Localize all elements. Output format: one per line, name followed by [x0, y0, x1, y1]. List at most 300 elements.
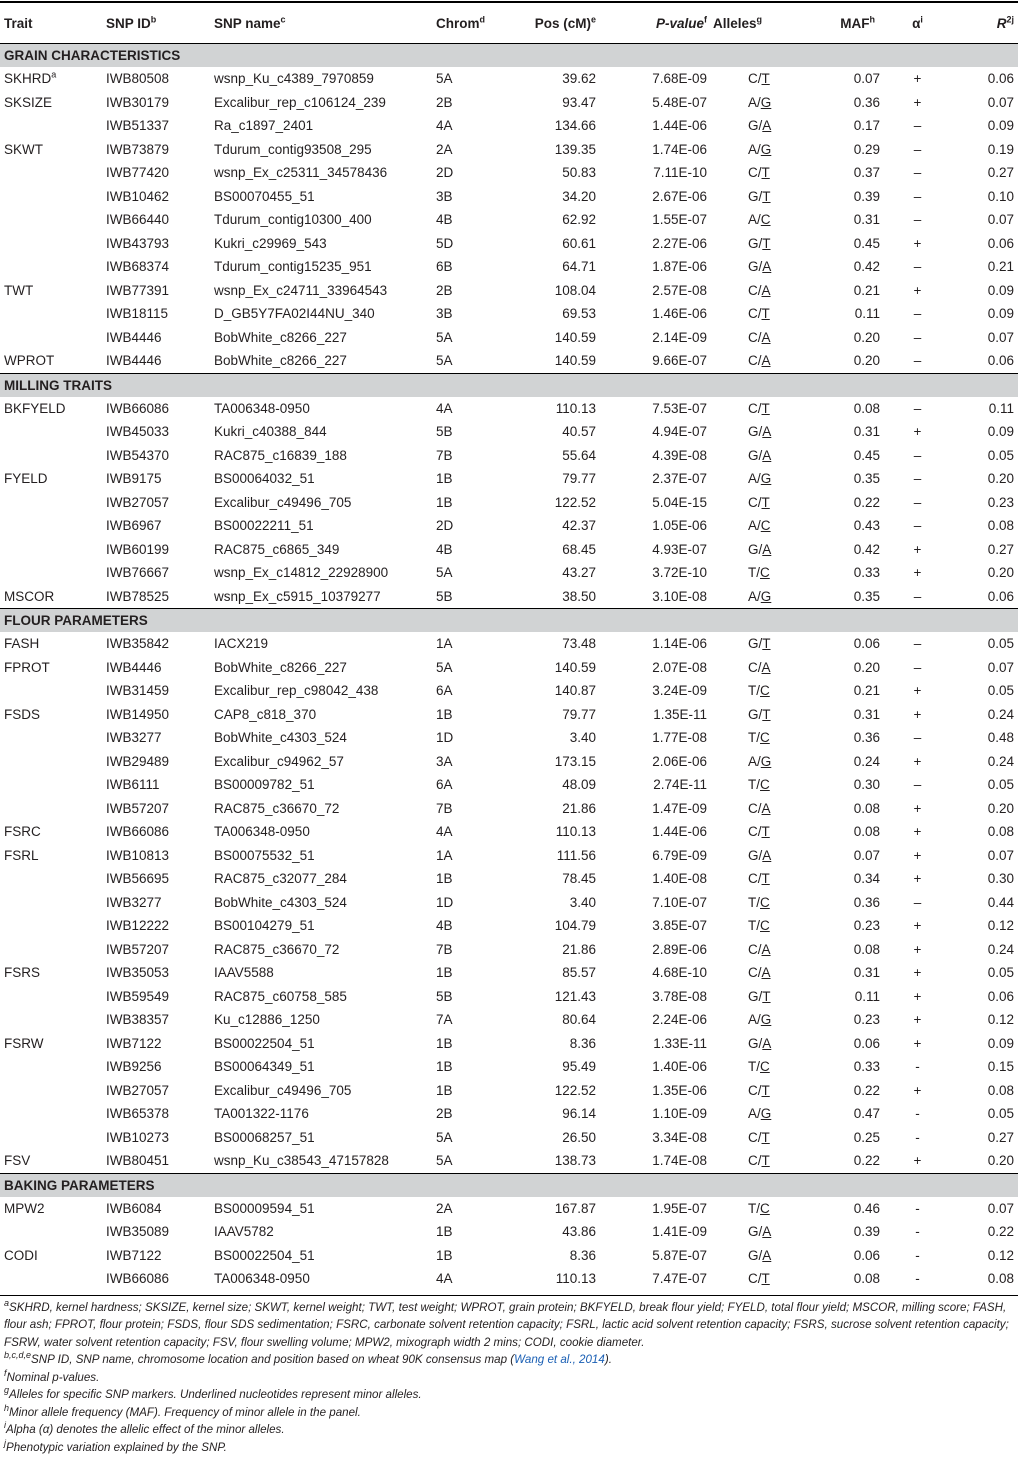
cell-maf: 0.07 — [853, 71, 880, 87]
cell-pos: 68.45 — [562, 541, 596, 557]
cell-maf: 0.20 — [853, 329, 880, 345]
cell-chrom: 1B — [436, 471, 453, 487]
table-row — [0, 138, 1018, 162]
cell-r2: 0.21 — [987, 259, 1014, 275]
cell-maf: 0.43 — [853, 518, 880, 534]
major-allele: C — [748, 941, 758, 957]
table-row — [0, 1055, 1018, 1079]
cell-name: wsnp_Ex_c24711_33964543 — [214, 282, 388, 298]
cell-chrom: 3B — [436, 306, 453, 322]
cell-maf: 0.08 — [853, 400, 880, 416]
table-row — [0, 797, 1018, 821]
cell-id: IWB54370 — [106, 447, 170, 463]
cell-alpha: + — [913, 94, 922, 110]
cell-chrom: 7B — [436, 447, 453, 463]
cell-maf: 0.25 — [853, 1129, 880, 1145]
cell-pos: 21.86 — [562, 800, 596, 816]
cell-maf: 0.11 — [854, 306, 880, 322]
major-allele: T — [748, 1200, 757, 1216]
cell-pos: 140.59 — [554, 329, 596, 345]
cell-p: 3.78E-08 — [652, 988, 707, 1004]
table-row — [0, 514, 1018, 538]
cell-maf: 0.31 — [853, 424, 880, 440]
cell-name: CAP8_c818_370 — [214, 706, 317, 722]
major-allele: C — [748, 71, 758, 87]
cell-alpha: + — [913, 1082, 922, 1098]
cell-r2: 0.44 — [987, 894, 1014, 910]
cell-r2: 0.27 — [987, 541, 1014, 557]
major-allele: C — [748, 306, 758, 322]
cell-alleles: T/C — [748, 1200, 770, 1216]
cell-alleles: C/T — [748, 400, 770, 416]
cell-name: RAC875_c36670_72 — [214, 800, 340, 816]
cell-p: 1.46E-06 — [652, 306, 707, 322]
cell-chrom: 6A — [436, 683, 453, 699]
cell-maf: 0.22 — [853, 1082, 880, 1098]
major-allele: T — [748, 918, 757, 934]
cell-id: IWB80508 — [106, 71, 170, 87]
cell-alpha: – — [913, 730, 922, 746]
minor-allele: C — [760, 777, 770, 793]
minor-allele: C — [760, 212, 771, 228]
cell-p: 2.74E-11 — [653, 777, 707, 793]
cell-chrom: 5A — [436, 1153, 453, 1169]
cell-pos: 64.71 — [562, 259, 596, 275]
cell-pos: 111.56 — [556, 847, 596, 863]
cell-maf: 0.33 — [853, 565, 880, 581]
cell-r2: 0.07 — [987, 212, 1014, 228]
table-row — [0, 1149, 1018, 1173]
cell-alleles: G/T — [748, 988, 771, 1004]
cell-p: 1.05E-06 — [652, 518, 707, 534]
cell-id: IWB66086 — [106, 824, 170, 840]
major-allele: C — [748, 353, 758, 369]
cell-r2: 0.12 — [987, 918, 1014, 934]
cell-chrom: 1B — [436, 1224, 453, 1240]
cell-name: BobWhite_c8266_227 — [214, 659, 347, 675]
cell-name: IACX219 — [214, 636, 269, 652]
cell-id: IWB6084 — [106, 1200, 162, 1216]
cell-chrom: 5A — [436, 1129, 453, 1145]
cell-alpha: - — [915, 1129, 920, 1145]
cell-p: 2.06E-06 — [652, 753, 707, 769]
minor-allele: T — [762, 235, 771, 251]
cell-maf: 0.35 — [853, 471, 880, 487]
cell-r2: 0.48 — [987, 730, 1014, 746]
major-allele: G — [748, 188, 759, 204]
cell-id: IWB57207 — [106, 941, 170, 957]
cell-alpha: – — [913, 447, 922, 463]
cell-r2: 0.05 — [987, 683, 1014, 699]
table-row — [0, 420, 1018, 444]
cell-trait: SKHRD$^a$ — [4, 71, 57, 87]
cell-alpha: + — [913, 1012, 922, 1028]
section-heading: FLOUR PARAMETERS — [0, 608, 1018, 632]
cell-p: 1.10E-09 — [652, 1106, 707, 1122]
cell-trait: SKSIZE — [4, 94, 53, 110]
cell-maf: 0.22 — [853, 494, 880, 510]
cell-name: Kukri_c40388_844 — [214, 424, 327, 440]
minor-allele: C — [760, 1200, 770, 1216]
cell-id: IWB10273 — [106, 1129, 170, 1145]
table-row — [0, 773, 1018, 797]
cell-alpha: + — [913, 424, 922, 440]
cell-pos: 93.47 — [562, 94, 596, 110]
cell-trait: FYELD — [4, 471, 48, 487]
major-allele: G — [748, 988, 759, 1004]
minor-allele: G — [760, 141, 772, 157]
cell-alpha: + — [913, 235, 922, 251]
cell-maf: 0.20 — [853, 659, 880, 675]
cell-maf: 0.22 — [853, 1153, 880, 1169]
cell-alpha: - — [915, 1059, 920, 1075]
cell-alpha: + — [913, 824, 922, 840]
cell-alleles: A/C — [748, 518, 771, 534]
cell-maf: 0.08 — [853, 824, 880, 840]
major-allele: G — [748, 706, 759, 722]
cell-p: 1.44E-06 — [652, 824, 707, 840]
minor-allele: A — [762, 447, 772, 463]
cell-chrom: 7A — [436, 1012, 453, 1028]
cell-id: IWB7122 — [106, 1035, 162, 1051]
cell-chrom: 4A — [436, 118, 453, 134]
cell-name: TA006348-0950 — [214, 400, 310, 416]
table-row — [0, 255, 1018, 279]
cell-alpha: - — [915, 1200, 920, 1216]
cell-r2: 0.06 — [987, 353, 1014, 369]
table-row — [0, 1244, 1018, 1268]
cell-p: 7.53E-07 — [652, 400, 707, 416]
cell-alleles: C/T — [748, 165, 770, 181]
cell-id: IWB30179 — [106, 94, 170, 110]
cell-alleles: T/C — [748, 894, 770, 910]
cell-p: 1.35E-11 — [653, 706, 707, 722]
cell-p: 4.39E-08 — [652, 447, 707, 463]
cell-p: 7.47E-07 — [652, 1271, 707, 1287]
cell-p: 1.14E-06 — [652, 636, 707, 652]
cell-alleles: A/G — [748, 94, 772, 110]
header-snp-id: SNP $ID^b$ — [106, 15, 157, 31]
minor-allele: T — [762, 636, 771, 652]
cell-name: BobWhite_c8266_227 — [214, 353, 347, 369]
major-allele: G — [748, 1224, 759, 1240]
cell-chrom: 2D — [436, 165, 454, 181]
cell-pos: 138.73 — [554, 1153, 596, 1169]
citation-link[interactable]: Wang et al., 2014 — [514, 1353, 605, 1366]
cell-p: 2.37E-07 — [652, 471, 707, 487]
cell-maf: 0.35 — [853, 588, 880, 604]
cell-name: Tdurum_contig10300_400 — [214, 212, 372, 228]
cell-r2: 0.08 — [987, 824, 1014, 840]
cell-r2: 0.24 — [987, 941, 1014, 957]
table-row — [0, 397, 1018, 421]
cell-pos: 60.61 — [562, 235, 596, 251]
cell-r2: 0.09 — [987, 282, 1014, 298]
cell-r2: 0.05 — [987, 636, 1014, 652]
cell-maf: 0.47 — [853, 1106, 880, 1122]
minor-allele: T — [761, 1271, 770, 1287]
cell-alpha: – — [913, 259, 922, 275]
cell-maf: 0.33 — [853, 1059, 880, 1075]
cell-trait: FSRC — [4, 824, 41, 840]
cell-alleles: G/A — [748, 541, 772, 557]
cell-name: BS00070455_51 — [214, 188, 315, 204]
cell-p: 6.79E-09 — [652, 847, 707, 863]
cell-pos: 50.83 — [562, 165, 596, 181]
cell-r2: 0.10 — [987, 188, 1014, 204]
cell-r2: 0.09 — [987, 424, 1014, 440]
cell-id: IWB60199 — [106, 541, 170, 557]
minor-allele: T — [761, 400, 770, 416]
table-row — [0, 161, 1018, 185]
cell-trait: WPROT — [4, 353, 55, 369]
cell-name: BS00075532_51 — [214, 847, 315, 863]
cell-id: IWB73879 — [106, 141, 170, 157]
cell-name: BobWhite_c4303_524 — [214, 894, 347, 910]
table-row — [0, 656, 1018, 680]
cell-p: 2.07E-08 — [652, 659, 707, 675]
cell-chrom: 7B — [436, 800, 453, 816]
cell-alpha: – — [913, 353, 922, 369]
cell-pos: 104.79 — [554, 918, 596, 934]
table-row — [0, 491, 1018, 515]
cell-r2: 0.12 — [987, 1012, 1014, 1028]
cell-trait: FASH — [4, 636, 40, 652]
cell-id: IWB10462 — [106, 188, 170, 204]
table-row — [0, 1079, 1018, 1103]
cell-r2: 0.06 — [987, 235, 1014, 251]
cell-r2: 0.07 — [987, 329, 1014, 345]
cell-chrom: 4B — [436, 541, 453, 557]
cell-id: IWB57207 — [106, 800, 170, 816]
minor-allele: A — [762, 1035, 772, 1051]
major-allele: A — [748, 588, 758, 604]
minor-allele: A — [761, 282, 771, 298]
cell-maf: 0.06 — [853, 1247, 880, 1263]
cell-name: BobWhite_c4303_524 — [214, 730, 347, 746]
major-allele: C — [748, 329, 758, 345]
cell-alpha: + — [913, 847, 922, 863]
cell-p: 3.34E-08 — [652, 1129, 707, 1145]
minor-allele: A — [762, 118, 772, 134]
minor-allele: A — [762, 259, 772, 275]
minor-allele: T — [761, 165, 770, 181]
cell-r2: 0.09 — [987, 1035, 1014, 1051]
minor-allele: A — [762, 424, 772, 440]
major-allele: T — [748, 683, 757, 699]
minor-allele: A — [761, 965, 771, 981]
major-allele: A — [748, 94, 758, 110]
cell-maf: 0.39 — [853, 1224, 880, 1240]
cell-alpha: + — [913, 1035, 922, 1051]
cell-name: IAAV5588 — [214, 965, 274, 981]
table-row — [0, 1197, 1018, 1221]
cell-alleles: T/C — [748, 1059, 770, 1075]
cell-p: 1.74E-06 — [652, 141, 707, 157]
major-allele: G — [748, 636, 759, 652]
cell-alpha: – — [913, 141, 922, 157]
major-allele: T — [748, 777, 757, 793]
major-allele: G — [748, 1247, 759, 1263]
cell-chrom: 2B — [436, 94, 453, 110]
cell-chrom: 1A — [436, 636, 453, 652]
cell-p: 2.27E-06 — [652, 235, 707, 251]
cell-name: TA001322-1176 — [214, 1106, 309, 1122]
minor-allele: C — [760, 894, 770, 910]
cell-r2: 0.24 — [987, 706, 1014, 722]
minor-allele: G — [760, 471, 772, 487]
cell-p: 4.68E-10 — [652, 965, 707, 981]
minor-allele: G — [760, 753, 772, 769]
cell-pos: 69.53 — [562, 306, 596, 322]
cell-trait: MSCOR — [4, 588, 55, 604]
cell-name: BS00064349_51 — [214, 1059, 315, 1075]
cell-alleles: G/T — [748, 188, 771, 204]
cell-pos: 167.87 — [554, 1200, 596, 1216]
cell-maf: 0.45 — [853, 447, 880, 463]
minor-allele: C — [760, 683, 770, 699]
cell-alleles: A/G — [748, 471, 772, 487]
cell-p: 3.85E-07 — [652, 918, 707, 934]
cell-trait: SKWT — [4, 141, 43, 157]
cell-alpha: + — [913, 965, 922, 981]
cell-maf: 0.21 — [853, 282, 880, 298]
cell-pos: 34.20 — [562, 188, 596, 204]
minor-allele: T — [762, 988, 771, 1004]
cell-alpha: - — [915, 1271, 920, 1287]
header-alleles: Alleles$^g$ — [713, 15, 763, 31]
cell-id: IWB77391 — [106, 282, 170, 298]
cell-alleles: G/A — [748, 1035, 772, 1051]
cell-r2: 0.06 — [987, 988, 1014, 1004]
cell-r2: 0.07 — [987, 659, 1014, 675]
cell-chrom: 2D — [436, 518, 454, 534]
cell-alpha: – — [913, 118, 922, 134]
cell-alleles: G/T — [748, 636, 771, 652]
cell-r2: 0.20 — [987, 800, 1014, 816]
cell-alleles: C/T — [748, 1271, 770, 1287]
cell-maf: 0.06 — [853, 1035, 880, 1051]
major-allele: A — [748, 1106, 758, 1122]
table-row — [0, 444, 1018, 468]
section-heading: MILLING TRAITS — [0, 373, 1018, 397]
minor-allele: T — [761, 871, 770, 887]
cell-alpha: + — [913, 282, 922, 298]
major-allele: T — [748, 1059, 757, 1075]
cell-id: IWB59549 — [106, 988, 170, 1004]
cell-name: BS00104279_51 — [214, 918, 315, 934]
major-allele: A — [748, 212, 758, 228]
table-row — [0, 914, 1018, 938]
cell-p: 2.24E-06 — [652, 1012, 707, 1028]
cell-alpha: – — [913, 212, 922, 228]
cell-chrom: 1B — [436, 1059, 453, 1075]
cell-p: 7.10E-07 — [652, 894, 707, 910]
major-allele: C — [748, 1153, 758, 1169]
major-allele: A — [748, 1012, 758, 1028]
minor-allele: A — [761, 659, 771, 675]
footnotes — [0, 1296, 1018, 1457]
cell-maf: 0.36 — [853, 94, 880, 110]
cell-pos: 95.49 — [562, 1059, 596, 1075]
table-row — [0, 1102, 1018, 1126]
cell-id: IWB77420 — [106, 165, 170, 181]
cell-name: BS00068257_51 — [214, 1129, 315, 1145]
cell-id: IWB65378 — [106, 1106, 170, 1122]
minor-allele: A — [761, 329, 771, 345]
cell-name: RAC875_c16839_188 — [214, 447, 347, 463]
cell-alpha: + — [913, 988, 922, 1004]
cell-r2: 0.20 — [987, 471, 1014, 487]
minor-allele: A — [762, 847, 772, 863]
minor-allele: A — [761, 353, 771, 369]
major-allele: C — [748, 871, 758, 887]
cell-p: 2.57E-08 — [652, 282, 707, 298]
cell-r2: 0.08 — [987, 1271, 1014, 1287]
major-allele: C — [748, 282, 758, 298]
header-pvalue: P-value$^f$ — [655, 15, 707, 31]
cell-name: Ra_c1897_2401 — [214, 118, 314, 134]
cell-r2: 0.19 — [987, 141, 1014, 157]
cell-alpha: – — [913, 400, 922, 416]
cell-chrom: 2B — [436, 1106, 453, 1122]
cell-id: IWB27057 — [106, 494, 170, 510]
cell-alleles: G/A — [748, 1247, 772, 1263]
major-allele: T — [748, 565, 757, 581]
cell-p: 1.33E-11 — [653, 1035, 707, 1051]
cell-pos: 8.36 — [569, 1247, 596, 1263]
cell-p: 5.48E-07 — [652, 94, 707, 110]
cell-chrom: 4A — [436, 400, 453, 416]
cell-p: 1.40E-08 — [652, 871, 707, 887]
minor-allele: C — [760, 1059, 770, 1075]
cell-name: RAC875_c32077_284 — [214, 871, 347, 887]
table-row — [0, 1008, 1018, 1032]
cell-name: BobWhite_c8266_227 — [214, 329, 347, 345]
cell-p: 3.72E-10 — [652, 565, 707, 581]
cell-id: IWB66086 — [106, 400, 170, 416]
cell-pos: 80.64 — [562, 1012, 596, 1028]
cell-pos: 48.09 — [562, 777, 596, 793]
cell-chrom: 5D — [436, 235, 454, 251]
cell-name: wsnp_Ex_c25311_34578436 — [214, 165, 388, 181]
cell-r2: 0.07 — [987, 847, 1014, 863]
table-row — [0, 1126, 1018, 1150]
cell-trait: FSDS — [4, 706, 41, 722]
cell-pos: 110.13 — [555, 1271, 596, 1287]
cell-p: 1.87E-06 — [652, 259, 707, 275]
minor-allele: T — [761, 1129, 770, 1145]
cell-id: IWB56695 — [106, 871, 170, 887]
cell-r2: 0.06 — [987, 71, 1014, 87]
cell-alleles: C/T — [748, 871, 770, 887]
table-row — [0, 208, 1018, 232]
cell-alpha: + — [913, 706, 922, 722]
cell-p: 1.35E-06 — [652, 1082, 707, 1098]
minor-allele: A — [761, 941, 771, 957]
minor-allele: C — [760, 918, 770, 934]
table-row — [0, 985, 1018, 1009]
cell-alleles: C/T — [748, 1082, 770, 1098]
minor-allele: A — [762, 1247, 772, 1263]
cell-id: IWB76667 — [106, 565, 170, 581]
table-row — [0, 1220, 1018, 1244]
cell-name: Excalibur_c49496_705 — [214, 1082, 352, 1098]
cell-maf: 0.21 — [853, 683, 880, 699]
cell-name: Excalibur_rep_c106124_239 — [214, 94, 386, 110]
minor-allele: C — [760, 565, 770, 581]
cell-alleles: T/C — [748, 730, 770, 746]
